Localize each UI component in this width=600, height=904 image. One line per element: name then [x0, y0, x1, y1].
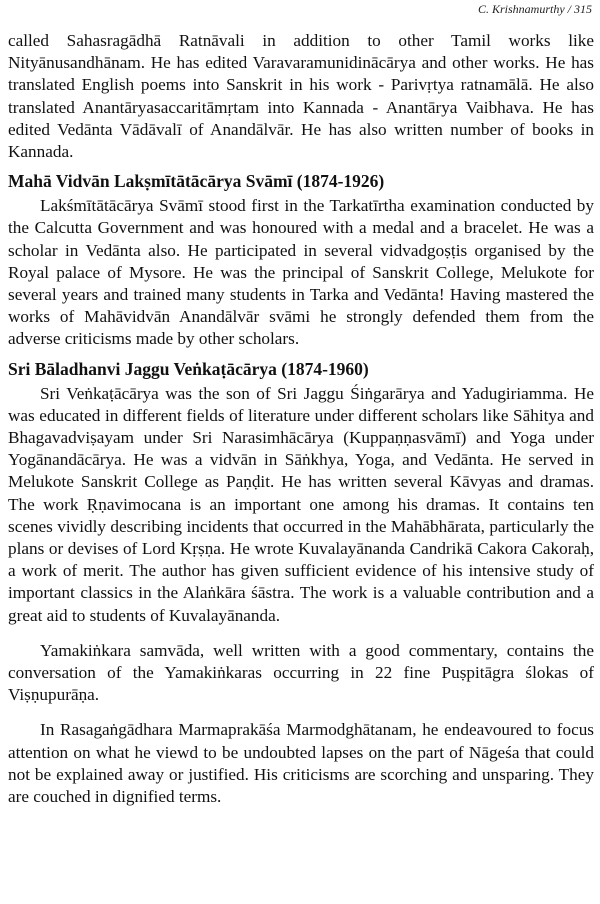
laksmitatacarya-paragraph: Lakśmītātācārya Svāmī stood first in the Tarkatīrtha examination conducted by the Calcutta Government and was honoured with a medal and a bracelet. He was a scholar in Vedānta also. He participated in several vidvadgoṣṭis organised by the Royal palace of Mysore. He was the principal of Sanskrit College, Melukote for several years and trained many students in Tarka and Vedānta! Having mastered the works of Mahāvidvān Anandālvār svāmi he strongly defended them from the adverse criticisms made by other scholars.: [8, 196, 594, 349]
yamakinkara-paragraph: Yamakiṅkara samvāda, well written with a good commentary, contains the conversation of the Yamakiṅkaras occurring in 22 fine Puṣpitāgra ślokas of Viṣṇupurāṇa.: [8, 640, 594, 705]
page-body: [8, 30, 594, 808]
continued-paragraph: called Sahasragādhā Ratnāvali in addition to other Tamil works like Nityānusandhānam. He has edited Varavaramunidinācārya and other works. He has translated English poems into Sanskrit in his work - Parivṛtya ratnamālā. He also translated Anantāryasaccaritāmṛtam into Kannada - Anantārya Vaibhava. He has edited Vedānta Vādāvalī of Anandālvār. He has also written number of books in Kannada.: [8, 31, 594, 162]
rasagangadhara-paragraph: In Rasagaṅgādhara Marmaprakāśa Marmodghātanam, he endeavoured to focus attention on what he viewd to be undoubted lapses on the part of Nāgeśa that could not be explained away or justified. His criticisms are scorching and unsparing. They are couched in dignified terms.: [8, 720, 594, 807]
running-head: C. Krishnamurthy / 315: [477, 2, 592, 16]
venkatacarya-paragraph: Sri Veṅkaṭācārya was the son of Sri Jaggu Śiṅgarārya and Yadugiriamma. He was educated in different fields of literature under different scholars like Sāhitya and Bhagavadviṣayam under Sri Narasimhācārya (Kuppaṇṇasvāmī) and Yoga under Yogānandācārya. He was a vidvān in Sāṅkhya, Yoga, and Vedānta. He served in Melukote Sanskrit College as Paṇḍit. He has written several Kāvyas and dramas. The work Ṛṇavimocana is an important one among his dramas. It contains ten scenes vividly describing incidents that occurred in the Mahābhārata, particularly the plans or devises of Lord Kṛṣṇa. He wrote Kuvalayānanda Candrikā Cakora Cakoraḥ, a work of merit. The author has given sufficient evidence of his intensive study of important classics in the Alaṅkāra śāstra. The work is a valuable contribution and a great aid to students of Kuvalayānanda.: [8, 383, 594, 625]
section-heading-laksmitatacarya: Mahā Vidvān Lakṣmītātācārya Svāmī (1874-1926): [8, 171, 385, 192]
section-heading-venkatacarya: Sri Bāladhanvi Jaggu Veṅkaṭācārya (1874-1960): [8, 358, 369, 379]
